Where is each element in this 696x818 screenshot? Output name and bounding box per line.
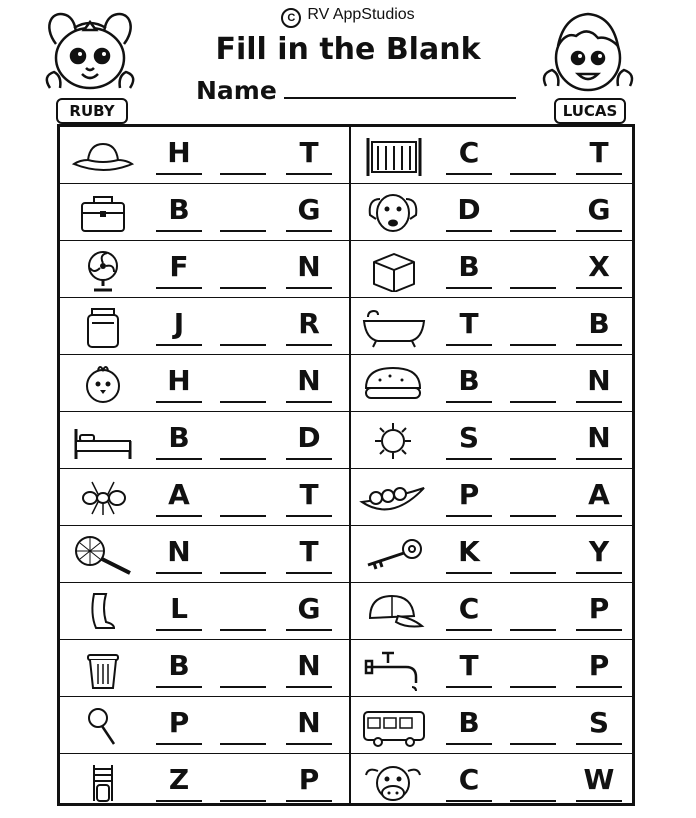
last-letter-line [576, 173, 622, 175]
word-cell-left [60, 755, 346, 810]
first-letter: T [459, 649, 479, 682]
last-letter-line [286, 686, 332, 688]
first-letter: H [167, 364, 191, 397]
bun-icon [358, 362, 428, 406]
mascot-lucas [532, 6, 644, 124]
first-letter: F [169, 250, 189, 283]
net-icon [68, 533, 138, 577]
last-letter-line [576, 287, 622, 289]
last-letter-line [286, 800, 332, 802]
missing-letter-blank[interactable] [510, 230, 556, 232]
first-letter-line [156, 287, 202, 289]
sun-icon [358, 419, 428, 463]
last-letter-line [576, 743, 622, 745]
last-letter-line [286, 230, 332, 232]
word-cell-left [60, 242, 346, 297]
first-letter-line [446, 629, 492, 631]
missing-letter-blank[interactable] [220, 572, 266, 574]
last-letter: N [587, 364, 611, 397]
last-letter: P [588, 592, 610, 625]
hen-icon [68, 362, 138, 406]
last-letter-line [576, 515, 622, 517]
word-cell-left [60, 527, 346, 582]
first-letter-line [446, 515, 492, 517]
first-letter-line [156, 572, 202, 574]
last-letter: T [299, 535, 319, 568]
first-letter: B [458, 706, 480, 739]
word-cell-right [350, 356, 636, 411]
ruby-illustration-icon [34, 6, 146, 106]
worksheet-header [0, 0, 696, 125]
jar-icon [68, 305, 138, 349]
last-letter-line [286, 344, 332, 346]
word-cell-left [60, 698, 346, 753]
first-letter: B [458, 364, 480, 397]
word-cell-left [60, 641, 346, 696]
row-separator [60, 525, 632, 526]
word-cell-right [350, 755, 636, 810]
last-letter: T [299, 478, 319, 511]
tap-icon [358, 647, 428, 691]
missing-letter-blank[interactable] [220, 515, 266, 517]
mascot-ruby [34, 6, 146, 124]
first-letter-line [446, 572, 492, 574]
last-letter: G [587, 193, 611, 226]
page-title: Fill in the Blank [215, 32, 481, 67]
first-letter: C [458, 136, 480, 169]
word-cell-right [350, 242, 636, 297]
bus-icon [358, 704, 428, 748]
last-letter-line [286, 515, 332, 517]
key-icon [358, 533, 428, 577]
last-letter-line [286, 401, 332, 403]
first-letter: C [458, 763, 480, 796]
row-separator [60, 354, 632, 355]
first-letter-line [446, 743, 492, 745]
missing-letter-blank[interactable] [510, 743, 556, 745]
last-letter-line [576, 629, 622, 631]
missing-letter-blank[interactable] [510, 686, 556, 688]
last-letter: T [299, 136, 319, 169]
last-letter-line [286, 743, 332, 745]
first-letter-line [156, 173, 202, 175]
missing-letter-blank[interactable] [220, 458, 266, 460]
last-letter-line [286, 287, 332, 289]
first-letter-line [446, 287, 492, 289]
first-letter: N [167, 535, 191, 568]
missing-letter-blank[interactable] [220, 173, 266, 175]
first-letter-line [446, 401, 492, 403]
row-separator [60, 411, 632, 412]
first-letter: C [458, 592, 480, 625]
missing-letter-blank[interactable] [220, 344, 266, 346]
last-letter: T [589, 136, 609, 169]
first-letter: S [458, 421, 480, 454]
last-letter-line [286, 629, 332, 631]
tub-icon [358, 305, 428, 349]
first-letter: P [458, 478, 480, 511]
lucas-illustration-icon [532, 6, 644, 106]
first-letter: Z [168, 763, 190, 796]
missing-letter-blank[interactable] [510, 287, 556, 289]
dog-icon [358, 191, 428, 235]
pin-icon [68, 704, 138, 748]
last-letter: N [297, 706, 321, 739]
missing-letter-blank[interactable] [510, 458, 556, 460]
word-cell-left [60, 584, 346, 639]
last-letter: N [297, 364, 321, 397]
row-separator [60, 297, 632, 298]
last-letter-line [576, 686, 622, 688]
first-letter: K [458, 535, 480, 568]
last-letter-line [286, 173, 332, 175]
missing-letter-blank[interactable] [510, 572, 556, 574]
first-letter-line [446, 230, 492, 232]
missing-letter-blank[interactable] [220, 800, 266, 802]
first-letter-line [156, 800, 202, 802]
first-letter: B [168, 193, 190, 226]
first-letter-line [446, 458, 492, 460]
last-letter: P [588, 649, 610, 682]
word-cell-right [350, 584, 636, 639]
row-separator [60, 240, 632, 241]
last-letter: W [583, 763, 615, 796]
worksheet-grid [57, 124, 635, 806]
copyright-icon: C [281, 8, 301, 28]
last-letter: D [297, 421, 321, 454]
zip-icon [68, 761, 138, 805]
first-letter: D [457, 193, 481, 226]
row-separator [60, 468, 632, 469]
last-letter: G [297, 193, 321, 226]
first-letter-line [156, 458, 202, 460]
bed-icon [68, 419, 138, 463]
word-cell-right [350, 470, 636, 525]
last-letter: N [297, 250, 321, 283]
last-letter: N [587, 421, 611, 454]
missing-letter-blank[interactable] [510, 173, 556, 175]
word-cell-left [60, 356, 346, 411]
first-letter: B [168, 421, 190, 454]
last-letter-line [576, 401, 622, 403]
word-cell-right [350, 698, 636, 753]
first-letter-line [156, 686, 202, 688]
hat-icon [68, 134, 138, 178]
missing-letter-blank[interactable] [220, 743, 266, 745]
last-letter: N [297, 649, 321, 682]
last-letter-line [576, 800, 622, 802]
pea-icon [358, 476, 428, 520]
word-cell-left [60, 413, 346, 468]
missing-letter-blank[interactable] [220, 287, 266, 289]
cap-icon [358, 590, 428, 634]
row-separator [60, 696, 632, 697]
row-separator [60, 753, 632, 754]
word-cell-left [60, 128, 346, 183]
first-letter: P [168, 706, 190, 739]
brand-name: RV AppStudios [307, 6, 415, 23]
row-separator [60, 639, 632, 640]
word-cell-left [60, 470, 346, 525]
mascot-label-ruby: RUBY [56, 98, 128, 124]
name-blank-line [284, 97, 516, 99]
missing-letter-blank[interactable] [220, 629, 266, 631]
missing-letter-blank[interactable] [220, 401, 266, 403]
missing-letter-blank[interactable] [220, 686, 266, 688]
first-letter: A [168, 478, 190, 511]
first-letter-line [446, 686, 492, 688]
last-letter: Y [588, 535, 610, 568]
word-cell-left [60, 299, 346, 354]
first-letter-line [446, 344, 492, 346]
first-letter-line [156, 629, 202, 631]
fan-icon [68, 248, 138, 292]
box-icon [358, 248, 428, 292]
last-letter: B [588, 307, 610, 340]
first-letter: H [167, 136, 191, 169]
word-cell-right [350, 527, 636, 582]
last-letter-line [576, 572, 622, 574]
missing-letter-blank[interactable] [510, 515, 556, 517]
first-letter-line [156, 401, 202, 403]
cot-icon [358, 134, 428, 178]
word-cell-right [350, 641, 636, 696]
last-letter-line [576, 458, 622, 460]
first-letter-line [156, 344, 202, 346]
first-letter: L [170, 592, 188, 625]
missing-letter-blank[interactable] [510, 800, 556, 802]
first-letter-line [446, 173, 492, 175]
word-cell-right [350, 128, 636, 183]
mascot-label-lucas: LUCAS [554, 98, 626, 124]
first-letter: B [168, 649, 190, 682]
cow-icon [358, 761, 428, 805]
bag-icon [68, 191, 138, 235]
last-letter-line [286, 458, 332, 460]
missing-letter-blank[interactable] [510, 401, 556, 403]
last-letter: S [588, 706, 610, 739]
bin-icon [68, 647, 138, 691]
last-letter-line [576, 344, 622, 346]
missing-letter-blank[interactable] [510, 629, 556, 631]
ant-icon [68, 476, 138, 520]
first-letter: J [173, 307, 185, 340]
missing-letter-blank[interactable] [510, 344, 556, 346]
first-letter-line [156, 743, 202, 745]
first-letter: T [459, 307, 479, 340]
last-letter: P [298, 763, 320, 796]
last-letter-line [286, 572, 332, 574]
last-letter: X [588, 250, 610, 283]
last-letter: G [297, 592, 321, 625]
missing-letter-blank[interactable] [220, 230, 266, 232]
first-letter-line [446, 800, 492, 802]
last-letter-line [576, 230, 622, 232]
word-cell-right [350, 185, 636, 240]
first-letter-line [156, 515, 202, 517]
last-letter: R [298, 307, 320, 340]
word-cell-right [350, 299, 636, 354]
row-separator [60, 582, 632, 583]
word-cell-right [350, 413, 636, 468]
leg-icon [68, 590, 138, 634]
word-cell-left [60, 185, 346, 240]
first-letter: B [458, 250, 480, 283]
row-separator [60, 183, 632, 184]
first-letter-line [156, 230, 202, 232]
last-letter: A [588, 478, 610, 511]
name-label: Name [196, 76, 277, 105]
